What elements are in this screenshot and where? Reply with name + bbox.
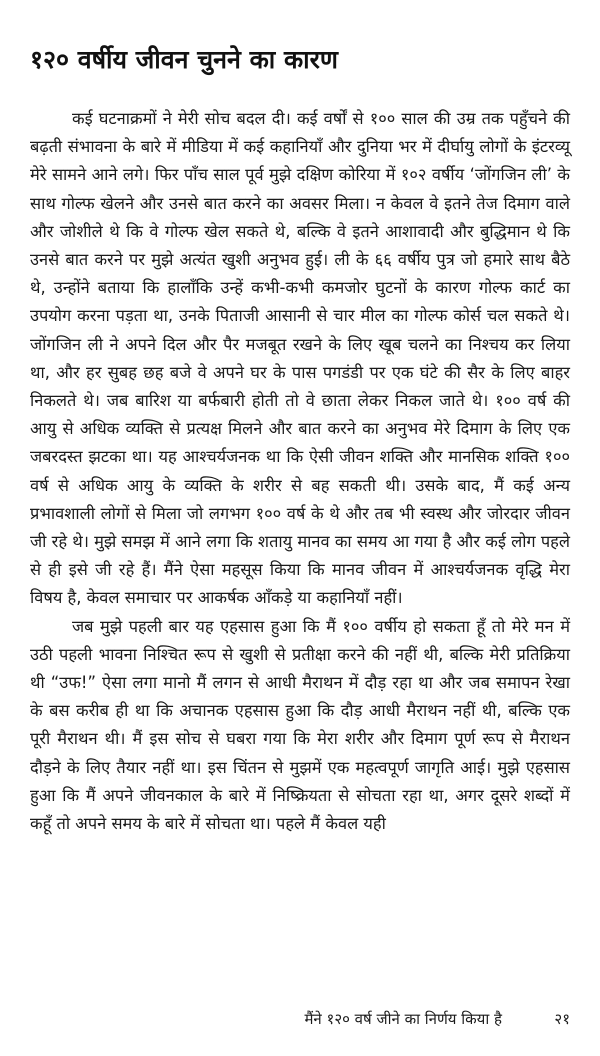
page-footer (30, 1004, 570, 1034)
running-head: मैंने १२० वर्ष जीने का निर्णय किया है (304, 1010, 502, 1028)
page-number: २१ (554, 1010, 570, 1028)
paragraph-2: जब मुझे पहली बार यह एहसास हुआ कि मैं १०० वर्षीय हो सकता हूँ तो मेरे मन में उठी पहली भावना निश्चित रूप से खुशी से प्रतीक्षा करने की नहीं थी, बल्कि मेरी प्रतिक्रिया थी “उफ!” ऐसा लगा मानो मैं लगन से आधी मैराथन में दौड़ रहा था और जब समापन रेखा के बस करीब ही था कि अचानक एहसास हुआ कि दौड़ आधी मैराथन नहीं थी, बल्कि एक पूरी मैराथन थी। मैं इस सोच से घबरा गया कि मेरा शरीर और दिमाग पूर्ण रूप से मैराथन दौड़ने के लिए तैयार नहीं था। इस चिंतन से मुझमें एक महत्वपूर्ण जागृति आई। मुझे एहसास हुआ कि मैं अपने जीवनकाल के बारे में निष्क्रियता से सोचता रहा था, अगर दूसरे शब्दों में कहूँ तो अपने समय के बारे में सोचता था। पहले मैं केवल यही (30, 616, 570, 834)
paragraph-1: कई घटनाक्रमों ने मेरी सोच बदल दी। कई वर्षों से १०० साल की उम्र तक पहुँचने की बढ़ती संभावना के बारे में मीडिया में कई कहानियाँ और दुनिया भर में दीर्घायु लोगों के इंटरव्यू मेरे सामने आने लगे। फिर पाँच साल पूर्व मुझे दक्षिण कोरिया में १०२ वर्षीय ‘जोंगजिन ली’ के साथ गोल्फ खेलने और उनसे बात करने का अवसर मिला। न केवल वे इतने तेज दिमाग वाले और जोशीले थे कि वे गोल्फ खेल सकते थे, बल्कि वे इतने आशावादी और बुद्धिमान थे कि उनसे बात करने पर मुझे अत्यंत खुशी अनुभव हुई। ली के ६६ वर्षीय पुत्र जो हमारे साथ बैठे थे, उन्होंने बताया कि हालाँकि उन्हें कभी-कभी कमजोर घुटनों के कारण गोल्फ कार्ट का उपयोग करना पड़ता था, उनके पिताजी आसानी से चार मील का गोल्फ कोर्स चल सकते थे। जोंगजिन ली ने अपने दिल और पैर मजबूत रखने के लिए खूब चलने का निश्चय कर लिया था, और हर सुबह छह बजे वे अपने घर के पास पगडंडी पर एक घंटे की सैर के लिए बाहर निकलते थे। जब बारिश या बर्फबारी होती तो वे छाता लेकर निकल जाते थे। १०० वर्ष की आयु से अधिक व्यक्ति से प्रत्यक्ष मिलने और बात करने का अनुभव मेरे दिमाग के लिए एक जबरदस्त झटका था। यह आश्चर्यजनक था कि ऐसी जीवन शक्ति और मानसिक शक्ति १०० वर्ष से अधिक आयु के व्यक्ति के शरीर से बह सकती थी। उसके बाद, मैं कई अन्य प्रभावशाली लोगों से मिला जो लगभग १०० वर्ष के थे और तब भी स्वस्थ और जोरदार जीवन जी रहे थे। मुझे समझ में आने लगा कि शतायु मानव का समय आ गया है और कई लोग पहले से ही इसे जी रहे हैं। मैंने ऐसा महसूस किया कि मानव जीवन में आश्चर्यजनक वृद्धि मेरा विषय है, केवल समाचार पर आकर्षक आँकड़े या कहानियाँ नहीं। (30, 109, 570, 608)
body-text (30, 105, 570, 838)
chapter-heading: १२० वर्षीय जीवन चुनने का कारण (30, 45, 338, 74)
